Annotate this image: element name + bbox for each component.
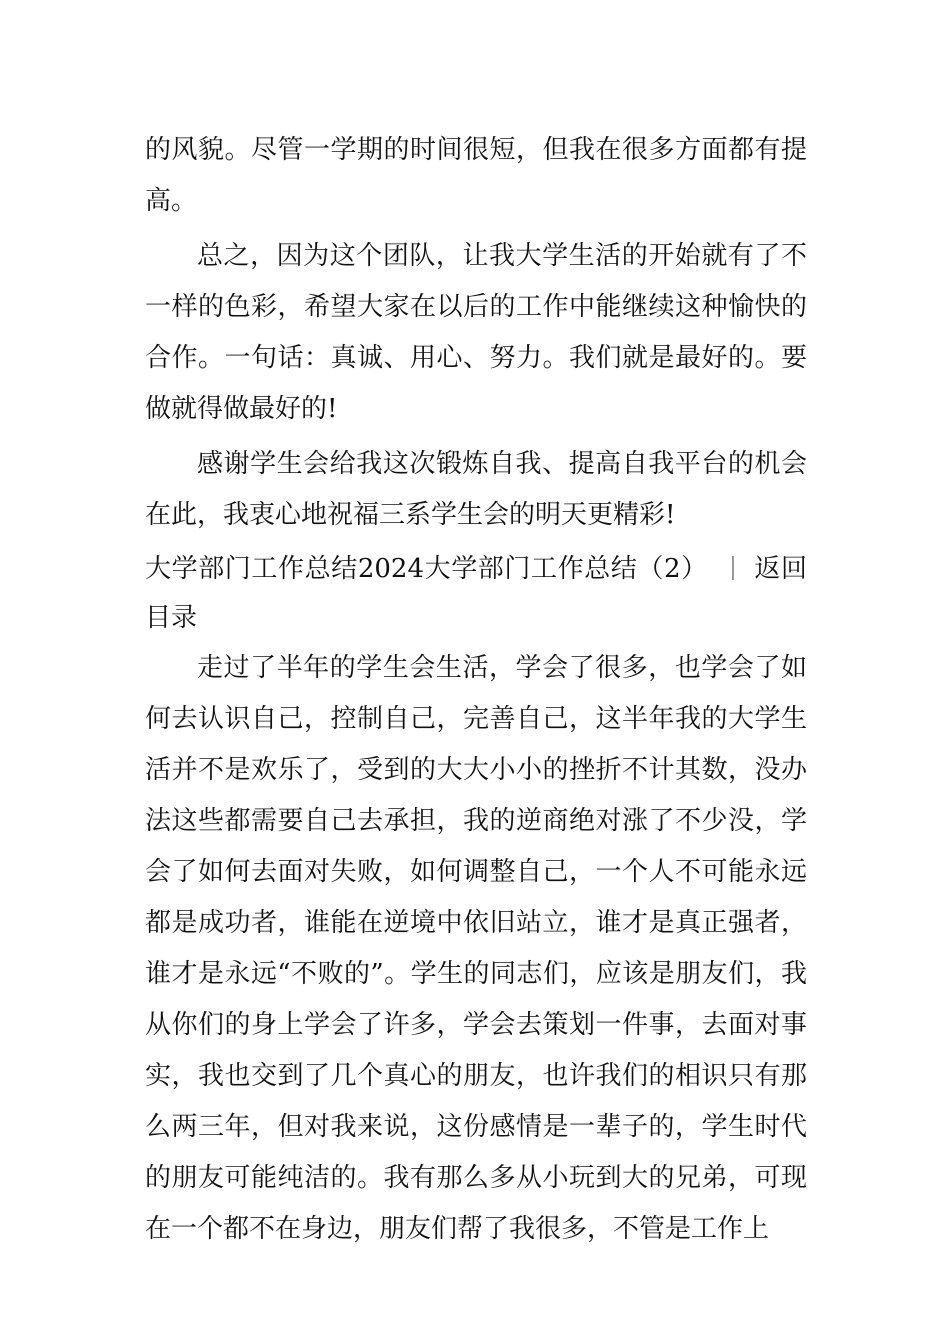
section-title: 大学部门工作总结2024大学部门工作总结（2）: [145, 554, 708, 584]
section-heading: [145, 545, 807, 643]
paragraph-summary: 总之，因为这个团队，让我大学生活的开始就有了不一样的色彩，希望大家在以后的工作中能继续这种愉快的合作。一句话：真诚、用心、努力。我们就是最好的。要做就得做最好的!: [145, 241, 807, 424]
return-to-toc-link[interactable]: 返回目录: [145, 554, 807, 633]
document-page: [145, 125, 807, 1259]
paragraph-continuation: 的风貌。尽管一学期的时间很短，但我在很多方面都有提高。: [145, 135, 807, 216]
heading-separator: [732, 556, 734, 580]
paragraph-thanks: 感谢学生会给我这次锻炼自我、提高自我平台的机会在此，我衷心地祝福三系学生会的明天更精彩!: [145, 449, 807, 530]
paragraph-body: 走过了半年的学生会生活，学会了很多，也学会了如何去认识自己，控制自己，完善自己，这半年我的大学生活并不是欢乐了，受到的大大小小的挫折不计其数，没办法这些都需要自己去承担，我的逆商绝对涨了不少没，学会了如何去面对失败，如何调整自己，一个人不可能永远都是成功者，谁能在逆境中依旧站立，谁才是真正强者，谁才是永远“不败的”。学生的同志们，应该是朋友们，我从你们的身上学会了许多，学会去策划一件事，去面对事实，我也交到了几个真心的朋友，也许我们的相识只有那么两三年，但对我来说，这份感情是一辈子的，学生时代的朋友可能纯洁的。我有那么多从小玩到大的兄弟，可现在一个都不在身边，朋友们帮了我很多，不管是工作上: [145, 653, 807, 1244]
